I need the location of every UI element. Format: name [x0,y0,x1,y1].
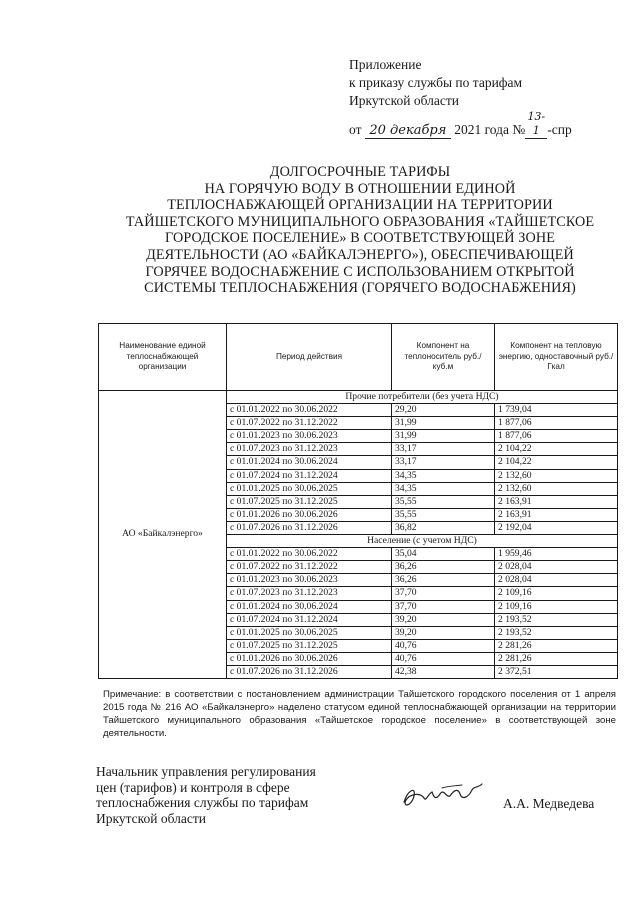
carrier-cell: 34,35 [392,469,495,482]
appendix-line-2: к приказу службы по тарифам [349,75,523,90]
energy-cell: 2 109,16 [495,587,618,600]
title-line: НА ГОРЯЧУЮ ВОДУ В ОТНОШЕНИИ ЕДИНОЙ [204,180,516,197]
carrier-cell: 35,04 [392,548,495,561]
carrier-cell: 31,99 [392,417,495,430]
energy-cell: 2 192,04 [495,521,618,534]
appendix-date-line [349,110,572,139]
period-cell: с 01.01.2023 по 30.06.2023 [227,430,392,443]
period-cell: с 01.01.2025 по 30.06.2025 [227,482,392,495]
signer-name: А.А. Медведева [503,796,595,811]
carrier-cell: 36,82 [392,521,495,534]
note-paragraph: Примечание: в соответствии с постановлением администрации Тайшетского городского поселения от 1 апреля 2015 года № 216 АО «Байкалэнерго» наделено статусом единой теплоснабжающей организации на территории Тайшетского муниципального образования «Тайшетское городское поселение» в соответствующей зоне деятельности. [103,689,616,739]
energy-cell: 2 132,60 [495,482,618,495]
section-title: Прочие потребители (без учета НДС) [227,391,618,404]
year-text: 2021 года № [454,122,526,137]
handwritten-signature [398,780,488,814]
period-cell: с 01.01.2022 по 30.06.2022 [227,404,392,417]
energy-cell: 2 281,26 [495,639,618,652]
energy-cell: 2 104,22 [495,456,618,469]
title-line: ТЕПЛОСНАБЖАЮЩЕЙ ОРГАНИЗАЦИИ НА ТЕРРИТОРИИ [167,197,553,214]
header-carrier: Компонент на теплоноситель руб./куб.м [392,324,495,391]
period-cell: с 01.07.2026 по 31.12.2026 [227,665,392,678]
title-line: ДОЛГОСРОЧНЫЕ ТАРИФЫ [269,164,451,180]
period-cell: с 01.07.2025 по 31.12.2025 [227,495,392,508]
position-line: Иркутской области [96,810,207,826]
period-cell: с 01.07.2022 по 31.12.2022 [227,417,392,430]
section-title: Население (с учетом НДС) [227,535,618,548]
energy-cell: 2 372,51 [495,665,618,678]
energy-cell: 2 163,91 [495,495,618,508]
position-line: Начальник управления регулирования [96,764,316,779]
period-cell: с 01.07.2024 по 31.12.2024 [227,469,392,482]
signatory-position [96,764,316,826]
period-cell: с 01.01.2026 по 30.06.2026 [227,652,392,665]
title-line: ТАЙШЕТСКОГО МУНИЦИПАЛЬНОГО ОБРАЗОВАНИЯ «ТАЙШЕТСКОЕ [125,213,595,230]
header-period: Период действия [227,324,392,391]
period-cell: с 01.01.2024 по 30.06.2024 [227,456,392,469]
appendix-line-1: Приложение [349,57,422,72]
energy-cell: 1 959,46 [495,548,618,561]
energy-cell: 1 877,06 [495,430,618,443]
carrier-cell: 39,20 [392,626,495,639]
table-header-row [99,324,618,391]
title-line: ГОРЯЧЕЕ ВОДОСНАБЖЕНИЕ С ИСПОЛЬЗОВАНИЕМ ОТКРЫТОЙ [145,263,575,280]
energy-cell: 2 109,16 [495,600,618,613]
handwritten-number: 13-1 [525,110,547,139]
period-cell: с 01.07.2026 по 31.12.2026 [227,521,392,534]
period-cell: с 01.01.2026 по 30.06.2026 [227,508,392,521]
energy-cell: 2 193,52 [495,626,618,639]
energy-cell: 1 739,04 [495,404,618,417]
carrier-cell: 36,26 [392,561,495,574]
document-title [100,164,620,297]
period-cell: с 01.07.2025 по 31.12.2025 [227,639,392,652]
period-cell: с 01.07.2023 по 31.12.2023 [227,587,392,600]
period-cell: с 01.01.2025 по 30.06.2025 [227,626,392,639]
carrier-cell: 33,17 [392,443,495,456]
carrier-cell: 33,17 [392,456,495,469]
header-energy: Компонент на тепловую энергию, одноставочный руб./Гкал [495,324,618,391]
appendix-line-3: Иркутской области [349,93,460,108]
position-line: теплоснабжения службы по тарифам [96,795,309,810]
period-cell: с 01.07.2023 по 31.12.2023 [227,443,392,456]
carrier-cell: 37,70 [392,587,495,600]
period-cell: с 01.01.2023 по 30.06.2023 [227,574,392,587]
period-cell: с 01.07.2024 по 31.12.2024 [227,613,392,626]
appendix-block [349,56,572,139]
energy-cell: 1 877,06 [495,417,618,430]
energy-cell: 2 028,04 [495,561,618,574]
period-cell: с 01.01.2024 по 30.06.2024 [227,600,392,613]
period-cell: с 01.01.2022 по 30.06.2022 [227,548,392,561]
org-name-cell: АО «Байкалэнерго» [99,391,227,679]
header-org: Наименование единой теплоснабжающей организации [99,324,227,391]
energy-cell: 2 028,04 [495,574,618,587]
table-body [99,391,618,679]
carrier-cell: 40,76 [392,639,495,652]
carrier-cell: 34,35 [392,482,495,495]
period-cell: с 01.07.2022 по 31.12.2022 [227,561,392,574]
tariff-table [98,323,618,679]
carrier-cell: 40,76 [392,652,495,665]
carrier-cell: 35,55 [392,495,495,508]
order-suffix: -спр [547,122,572,137]
date-prefix: от [349,122,362,137]
carrier-cell: 29,20 [392,404,495,417]
carrier-cell: 37,70 [392,600,495,613]
carrier-cell: 36,26 [392,574,495,587]
title-line: ДЕЯТЕЛЬНОСТИ (АО «БАЙКАЛЭНЕРГО»), ОБЕСПЕЧИВАЮЩЕЙ [146,246,574,263]
energy-cell: 2 281,26 [495,652,618,665]
carrier-cell: 39,20 [392,613,495,626]
energy-cell: 2 193,52 [495,613,618,626]
carrier-cell: 31,99 [392,430,495,443]
position-line: цен (тарифов) и контроля в сфере [96,779,290,795]
energy-cell: 2 132,60 [495,469,618,482]
carrier-cell: 35,55 [392,508,495,521]
section-row [99,391,618,404]
energy-cell: 2 163,91 [495,508,618,521]
energy-cell: 2 104,22 [495,443,618,456]
handwritten-date: 20 декабря [365,124,451,139]
carrier-cell: 42,38 [392,665,495,678]
title-line: СИСТЕМЫ ТЕПЛОСНАБЖЕНИЯ (ГОРЯЧЕГО ВОДОСНАБЖЕНИЯ) [144,280,576,297]
title-line: ГОРОДСКОЕ ПОСЕЛЕНИЕ» В СООТВЕТСТВУЮЩЕЙ ЗОНЕ [165,230,555,247]
